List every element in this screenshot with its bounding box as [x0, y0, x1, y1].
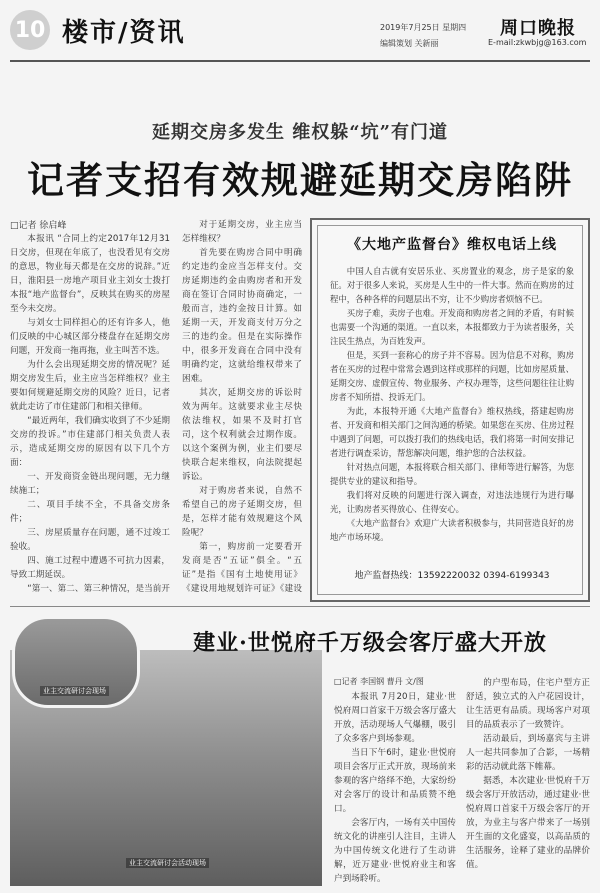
masthead-email: E-mail:zkwbjg@163.com [488, 38, 587, 47]
hotline-title: 《大地产监督台》维权电话上线 [347, 237, 557, 253]
article-headline: 记者支招有效规避延期交房陷阱 [27, 158, 573, 202]
paragraph: 对于购房者来说，自然不希望自己的房子延期交房，但是，怎样才能有效规避这个风险呢？ [182, 486, 302, 538]
paragraph: 本报讯 “合同上约定2017年12月31日交房，但现在年底了，也没看见有交房的意思，物业每天都是在交房的说辞。”近日，淮阳县一房地产项目业主刘女士拨打本报“地产监督台”，反映其在购买的房屋至今未交房。 [10, 234, 170, 314]
hotline-box [310, 218, 590, 602]
paragraph: 三、房屋质量存在问题，通不过竣工验收。 [10, 528, 170, 552]
article-column-1 [10, 232, 170, 597]
masthead-date: 2019年7月25日 星期四 [380, 23, 467, 32]
article2-byline: □记者 李国钢 曹丹 文/图 [334, 677, 424, 686]
article2-column-1 [334, 690, 456, 886]
paragraph: 为什么会出现延期交房的情况呢？延期交房发生后，业主应当怎样维权？业主要如何规避延期交房的风险？近日，记者就此走访了市住建部门和相关律师。 [10, 360, 170, 412]
paragraph: 为此，本报特开通《大地产监督台》维权热线，搭建起购房者、开发商和相关部门之间沟通的桥梁。如果您在买房、住房过程中遇到了问题，可以拨打我们的热线电话，我们将第一时间安排记者进行调查采访，帮您解决问题，维护您的合法权益。 [330, 406, 574, 458]
paragraph: 的户型布局，住宅户型方正舒适，独立式的入户花园设计，让生活更有品质。现场客户对项目的品质表示了一致赞许。 [466, 678, 590, 730]
paragraph: 针对热点问题，本报将联合相关部门、律师等进行解答，为您提供专业的建议和指导。 [330, 462, 574, 486]
article2-headline: 建业·世悦府千万级会客厅盛大开放 [193, 630, 547, 656]
paragraph: 对于延期交房，业主应当怎样维权？ [182, 220, 302, 244]
event-photo-caption: 业主交流研讨会活动现场 [126, 858, 209, 868]
inset-photo-caption: 业主交流研讨会现场 [40, 686, 109, 696]
paragraph: 据悉，本次建业·世悦府千万级会客厅开放活动，通过建业·世悦府周口首家千万级会客厅的开放，为业主与客户带来了一场别开生面的文化盛宴，以高品质的生活服务，诠释了建业的品牌价值。 [466, 776, 590, 870]
paragraph: 第一，购房前一定要看开发商是否“五证”俱全。“五证”是指《国有土地使用证》《建设用地规划许可证》《建设 [182, 542, 302, 594]
section-title: 楼市/资讯 [62, 18, 186, 48]
paragraph: 会客厅内，一场有关中国传统文化的讲座引人注目，主讲人为中国传统文化进行了生动讲解，近万建业·世悦府业主和客户到场聆听。 [334, 818, 456, 884]
masthead-editor: 编辑策划 关新丽 [380, 39, 439, 48]
paragraph: 中国人自古就有安居乐业、买房置业的观念，房子是家的象征。对于很多人来说，买房是人生中的一件大事。然而在购房的过程中，各种各样的问题层出不穷，让不少购房者烦恼不已。 [330, 266, 574, 304]
paragraph: “最近两年，我们确实收到了不少延期交房的投诉。”市住建部门相关负责人表示，造成延期交房的原因有以下几个方面： [10, 416, 170, 468]
paragraph: 本报讯 7月20日，建业·世悦府周口首家千万级会客厅盛大开放，活动现场人气爆棚，吸引了众多客户到场参观。 [334, 692, 456, 744]
paragraph: 与刘女士同样担心的还有许多人，他们反映的中心城区部分楼盘存在延期交房问题，开发商一拖再拖，业主叫苦不迭。 [10, 318, 170, 356]
header-rule [10, 60, 590, 62]
paragraph: 活动最后，到场嘉宾与主讲人一起共同参加了合影，一场精彩的活动就此落下帷幕。 [466, 734, 590, 772]
section-divider [10, 606, 590, 607]
paragraph: 买房子难，卖房子也难。开发商和购房者之间的矛盾，有时候也需要一个沟通的渠道。一直以来，本报都致力于为读者服务，关注民生热点，为百姓发声。 [330, 308, 574, 346]
page-number: 10 [10, 10, 50, 50]
paragraph: 《大地产监督台》欢迎广大读者积极参与，共同营造良好的房地产市场环境。 [330, 518, 574, 542]
article2-column-2 [466, 676, 590, 886]
newspaper-logo: 周口晚报 [500, 18, 576, 39]
paragraph: 但是，买到一套称心的房子并不容易。因为信息不对称，购房者在买房的过程中常常会遇到这样或那样的问题，比如房屋质量、延期交房、虚假宣传、物业服务、产权办理等，这些问题往往让购房者不知所措、投诉无门。 [330, 350, 574, 402]
hotline-phone: 地产监督热线：13592220032 0394-6199343 [354, 571, 550, 581]
paragraph: 当日下午6时，建业·世悦府项目会客厅正式开放，现场前来参观的客户络绎不绝，大家纷纷对会客厅的设计和品质赞不绝口。 [334, 748, 456, 814]
article-byline: □记者 徐启峰 [10, 221, 67, 231]
article-subhead: 延期交房多发生 维权躲“坑”有门道 [152, 122, 448, 143]
hotline-text [330, 264, 574, 564]
paragraph: 首先要在购房合同中明确约定违约金应当怎样支付。交房延期违约金由购房者和开发商在签订合同时协商确定，一般而言，违约金按日计算。如延期一天，开发商支付万分之三的违约金。但是在实际操作中，很多开发商在合同中没有明确约定，这就给维权带来了困难。 [182, 248, 302, 384]
paragraph: “第一、第二、第三种情况，是当前开 [27, 584, 170, 594]
paragraph: 我们将对反映的问题进行深入调查，对违法违规行为进行曝光，让购房者买得放心、住得安心。 [330, 490, 574, 514]
paragraph: 其次，延期交房的诉讼时效为两年。这就要求业主尽快依法维权，如果不及时打官司，这个权利就会过期作废。以这个案例为例，业主们要尽快联合起来维权，向法院提起诉讼。 [182, 388, 302, 482]
paragraph: 一、开发商资金链出现问题，无力继续施工； [10, 472, 170, 496]
paragraph: 二、项目手续不全，不具备交房条件； [10, 500, 170, 524]
paragraph: 四、施工过程中遭遇不可抗力因素，导致工期延误。 [10, 556, 170, 580]
article-column-2 [182, 218, 302, 596]
